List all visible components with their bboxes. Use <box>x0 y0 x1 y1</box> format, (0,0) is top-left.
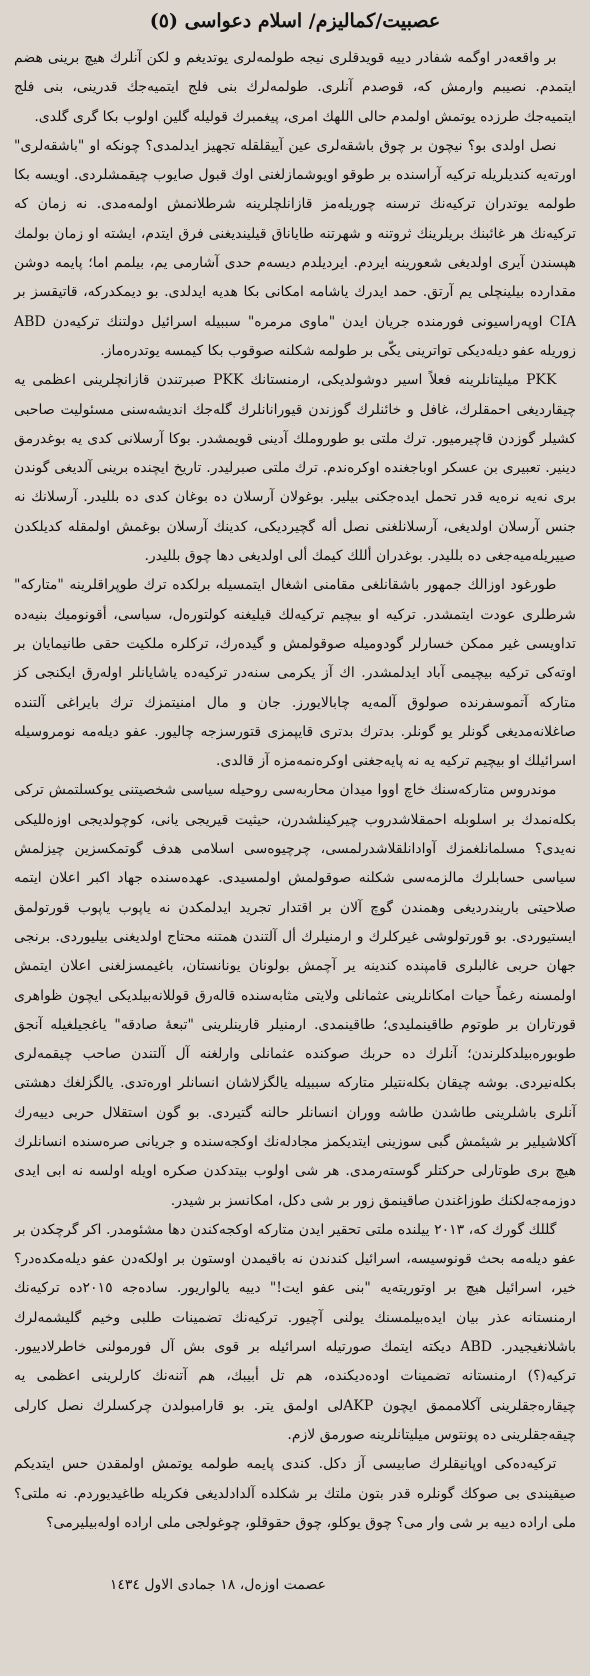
paragraph-1: بر واقعه‌در اوگمه شفادر دییه قویدقلری نیجه طولمه‌لری یوتدیغم و لکن آنلرك هیچ برینی هضم ایتمدم. نصیبم وارمش که، قوصدم آنلری. طولمه‌لرك بنی فلج ایتمیه‌جك قدرینی، بنی فلج ایتمیه‌جك طرزده یوتمش اولمدم حالی اللهك امری، پیغمبرك قولیله گلین اولوب بكا گری گلدی. <box>14 50 576 125</box>
author-signature: عصمت اوزەل، ١٨ جمادی الاول ١٤٣٤ <box>109 1577 326 1594</box>
article-body <box>14 44 576 1538</box>
paragraph-4: طورغود اوزالك جمهور باشقانلغی مقامنی اشغال ایتمسیله برلکده ترك طوپراقلرینه "متارکه" شرطلری عودت ایتمشدر. ترکیه او بیچیم ترکیه‌لك قیلیغنه کولتورەل، سیاسی، أقونومیك بنیه‌ده تداویسی غیر ممکن خسارلر گودومیله صوقولمش و گیده‌رك، ترکلره ملکیت حقی طانیمایان بر اوته‌کی ترکیه بیچیمی آباد ایدلمشدر. اك آز یکرمی سنه‌در ترکیه‌ده یاشایانلر اولەرق ایکنجی کز متارکه آتموسفرنده صولوق آلمه‌یه چابالایورز. جان و مال امنیتمزك ترك بایراغی آلتنده صاغلانه‌مدیغی گونلر یو گونلر. بدترك بدتری قایپمزی قتورسزجه چالیور. عفو دیله‌مه نومروسیله اسرائیلك او بیچیم ترکیه یه نه پایه‌جغنی اوکره‌نمه‌مزه آز قالدی. <box>14 577 576 770</box>
article-title: عصبیت/کمالیزم/ اسلام دعواسی (٥) <box>149 10 441 32</box>
paragraph-7: ترکیه‌ده‌کی اوپانیقلرك صابیسی آز دکل. کندی پایمه طولمه یوتمش اولمقدن حس ایتدیکم صیقیندی بی صوكك گونلره قدر بتون ملتك بر شکلده آلدادلدیغی فکریله طاغیدیوردم. نه ملتی؟ ملی اراده دییه بر شی وار می؟ چوق یوکلو، چوق حقوقلو، چوغولجی ملی اراده اوله‌بیلیرمی؟ <box>14 1456 576 1531</box>
paragraph-3: PKK میلیتانلرینه فعلاً اسیر دوشولدیکی، ارمنستانك PKK صبرتندن قازانچلرینی اعظمی یه چیقاردیغی احمقلرك، غافل و خائنلرك گوزندن قیورانانلرك گله‌جك اندیشه‌سنی مسئولیت صاحبی کشیلر گوزدن قاچیرمیور. ترك ملتی بو طوروملك آدینی قویمشدر. بوكا آرسلانی کدی یه بوغدرمق دینیر. تعبیری بن عسكر اوباجغنده اوکره‌ندم. ترك ملتی صبرلیدر. تاریخ ایچنده برینی آلدیغی گوندن بری نه‌یه نره‌یه قدر تحمل ایده‌جکنی بیلیر. بوغولان آرسلان ده بوغان کدی ده بللیدر. آرسلانك نه جنس آرسلان اولدیغی، آرسلانلغنی نصل أله گچیردیکی، کدینك آرسلان بوغمش اولمقله کدیلکدن صییریله‌میه‌جغی ده بللیدر. بوغدران أللك کیمك ألی اولدیغی دها چوق بللیدر. <box>14 372 576 565</box>
paragraph-2: نصل اولدی بو؟ نیچون بر چوق باشقه‌لری عین آییقلقله تجهیز ایدلمدی؟ چونکه او "باشقه‌لری" اورته‌یه کندیلریله ترکیه آراسنده بر طوقو اویوشمازلغنی اوك قبول صایوب چیقمشلردی. اویسه بكا طولمه یوتدران ترکیه‌نك ترسنه چوریله‌مز قازانلچلرینه شرطلانمش اولمه‌مدی. نه زمان که ترکیه‌نك هر غائبنك بریلرینك ثروتنه و شهرتنه طایاناق قیلیندیغنی فرق ایتدم، ایشته او زمان بولمك هپسندن آیری اولدیغی شعورینه ایردم. ایردیلدم دیسه‌م حدی آشارمی یم، بیلمم اما؛ پایمه دوشن مقدارده بیلینچلی یم آرتق. حمد ایدرك یاشامه امکانی بكا هدیه ایدلدی. بو دیمکدرکه، قاتیقسز بر CIA اوپه‌راسیونی فورمنده جریان ایدن "ماوی مرمره" سببیله اسرائیل دولتنك ترکیه‌دن ABD زوریله عفو دیله‌دیکی تواترینی یکّی بر طولمه شکلنه صوقوب بكا کیمسه یوتدره‌ماز. <box>14 137 576 359</box>
paragraph-5: موندروس متارکه‌سنك خاچ اووا میدان محاربه‌سی روحیله سیاسی شخصیتنی یوکسلتمش ترکی بکله‌نمدك بر اسلوبله احمقلاشدروب چیرکینلشدرن، حیثیت قیریجی یانی، کوچولدیجی اوزه‌للیکی نه‌یدی؟ مسلمانلغمزك آوادانلقلاشدرلمسی، چرچیوه‌سی اسلامی هدف گوتمکسزین چیزلمش سیاسی حسابلرك مالزمه‌سی شکلنه صوقولمش اولمسیدی. عهده‌سنده جهاد اکبر اعلان ایتمه صلاحیتی باریندردیغی وهمندن گوچ آلان بر اقتدار تجرید ایدلمکدن نه یاپوب یاپوب قورتولمق ایستیوردی. بو قورتولوشی غیرکلرك و ارمنیلرك أل آلتندن همتنه محتاج اولدیغنی بیلیوردی. برنجی جهان حربی غالبلری قامپنده کندینه یر آچمش بولونان یونانستان، باغیمسزلغنی اعلان ایتمش اولمسنه رغماً حیات امکانلرینی عثمانلی ولایتی مثابه‌سنده قالەرق قوللانه‌بیلدیکی ایچون ظواهری قورتاران بر طوتوم طاقینملیدی؛ طاقینمدی. ارمنیلر قارینلرینی "تبعهٔ صادقه" یاغجیلغیله آنجق طوبورەبیلدکلرندن؛ آنلرك ده حربك صوکنده عثمانلی وارلغنه آل آلتندن صاحب چیقمه‌لری بکلەنیردی. بوشه چیقان بکله‌نتیلر متارکه سببیله یالگزلاشان انسانلر اورەتدی. یالگزلغك دهشتی آنلری باشلرینی طاشدن طاشه ووران انسانلر حالنه گتیردی. بو گون استقلال حربی دییەرك آكلاشیلیر بر شیئمش گبی سوزینی ایتدیکمز مجادله‌نك اوکجه‌سنده و جریانی صره‌سنده انسانلرك هیچ بری طوتارلی حرکتلر گوستەرمدی. هر شی اولوب بیتدکدن صکره اویله اولسه نه ابی ایدی دوزمه‌جه‌لکنك طوزاغندن صاقینمق زور بر شی دکل، امکانسز بر شیدر. <box>14 782 576 1209</box>
paragraph-6: گللك گورك كه، ٢٠١٣ ییلنده ملتی تحقیر ایدن متارکه اوکجه‌کندن دها مشئومدر. اکر گرچکدن بر عفو دیلەمه بحث قونوسیسه، اسرائیل کندندن نه باقیمدن اوستون بر اولکه‌دن عفو دیله‌مکده‌در؟ خیر، اسرائیل هیچ بر اوتوریته‌یه "بنی عفو ایت!" دییه یالواریور. ساده‌جه ٢٠١٥‌ده ترکیه‌نك ارمنستانه عذر بیان ایده‌بیلمسنك یولنی آچیور. ترکیه‌نك تضمینات طلبی وخیم گلیشمەلرك باشلانغیجیدر. ABD دیکته ایتمك صورتیله اسرائیله بر قوی بش آل فورمولنی خاطرلادییور. ترکیه(؟) ارمنستانه تضمینات اوده‌دیکنده، هم تل أبیبك، هم آتنه‌نك کارلرینی اعظمی یه چیقارەجقلرینی آکلامممق ایچون AKPلی اولمق یتر. بو قارامبولدن چرکسلرك نصل کارلی چیقەجقلرینی ده پونتوس میلیتانلرینه صورمق لازم. <box>14 1221 577 1443</box>
